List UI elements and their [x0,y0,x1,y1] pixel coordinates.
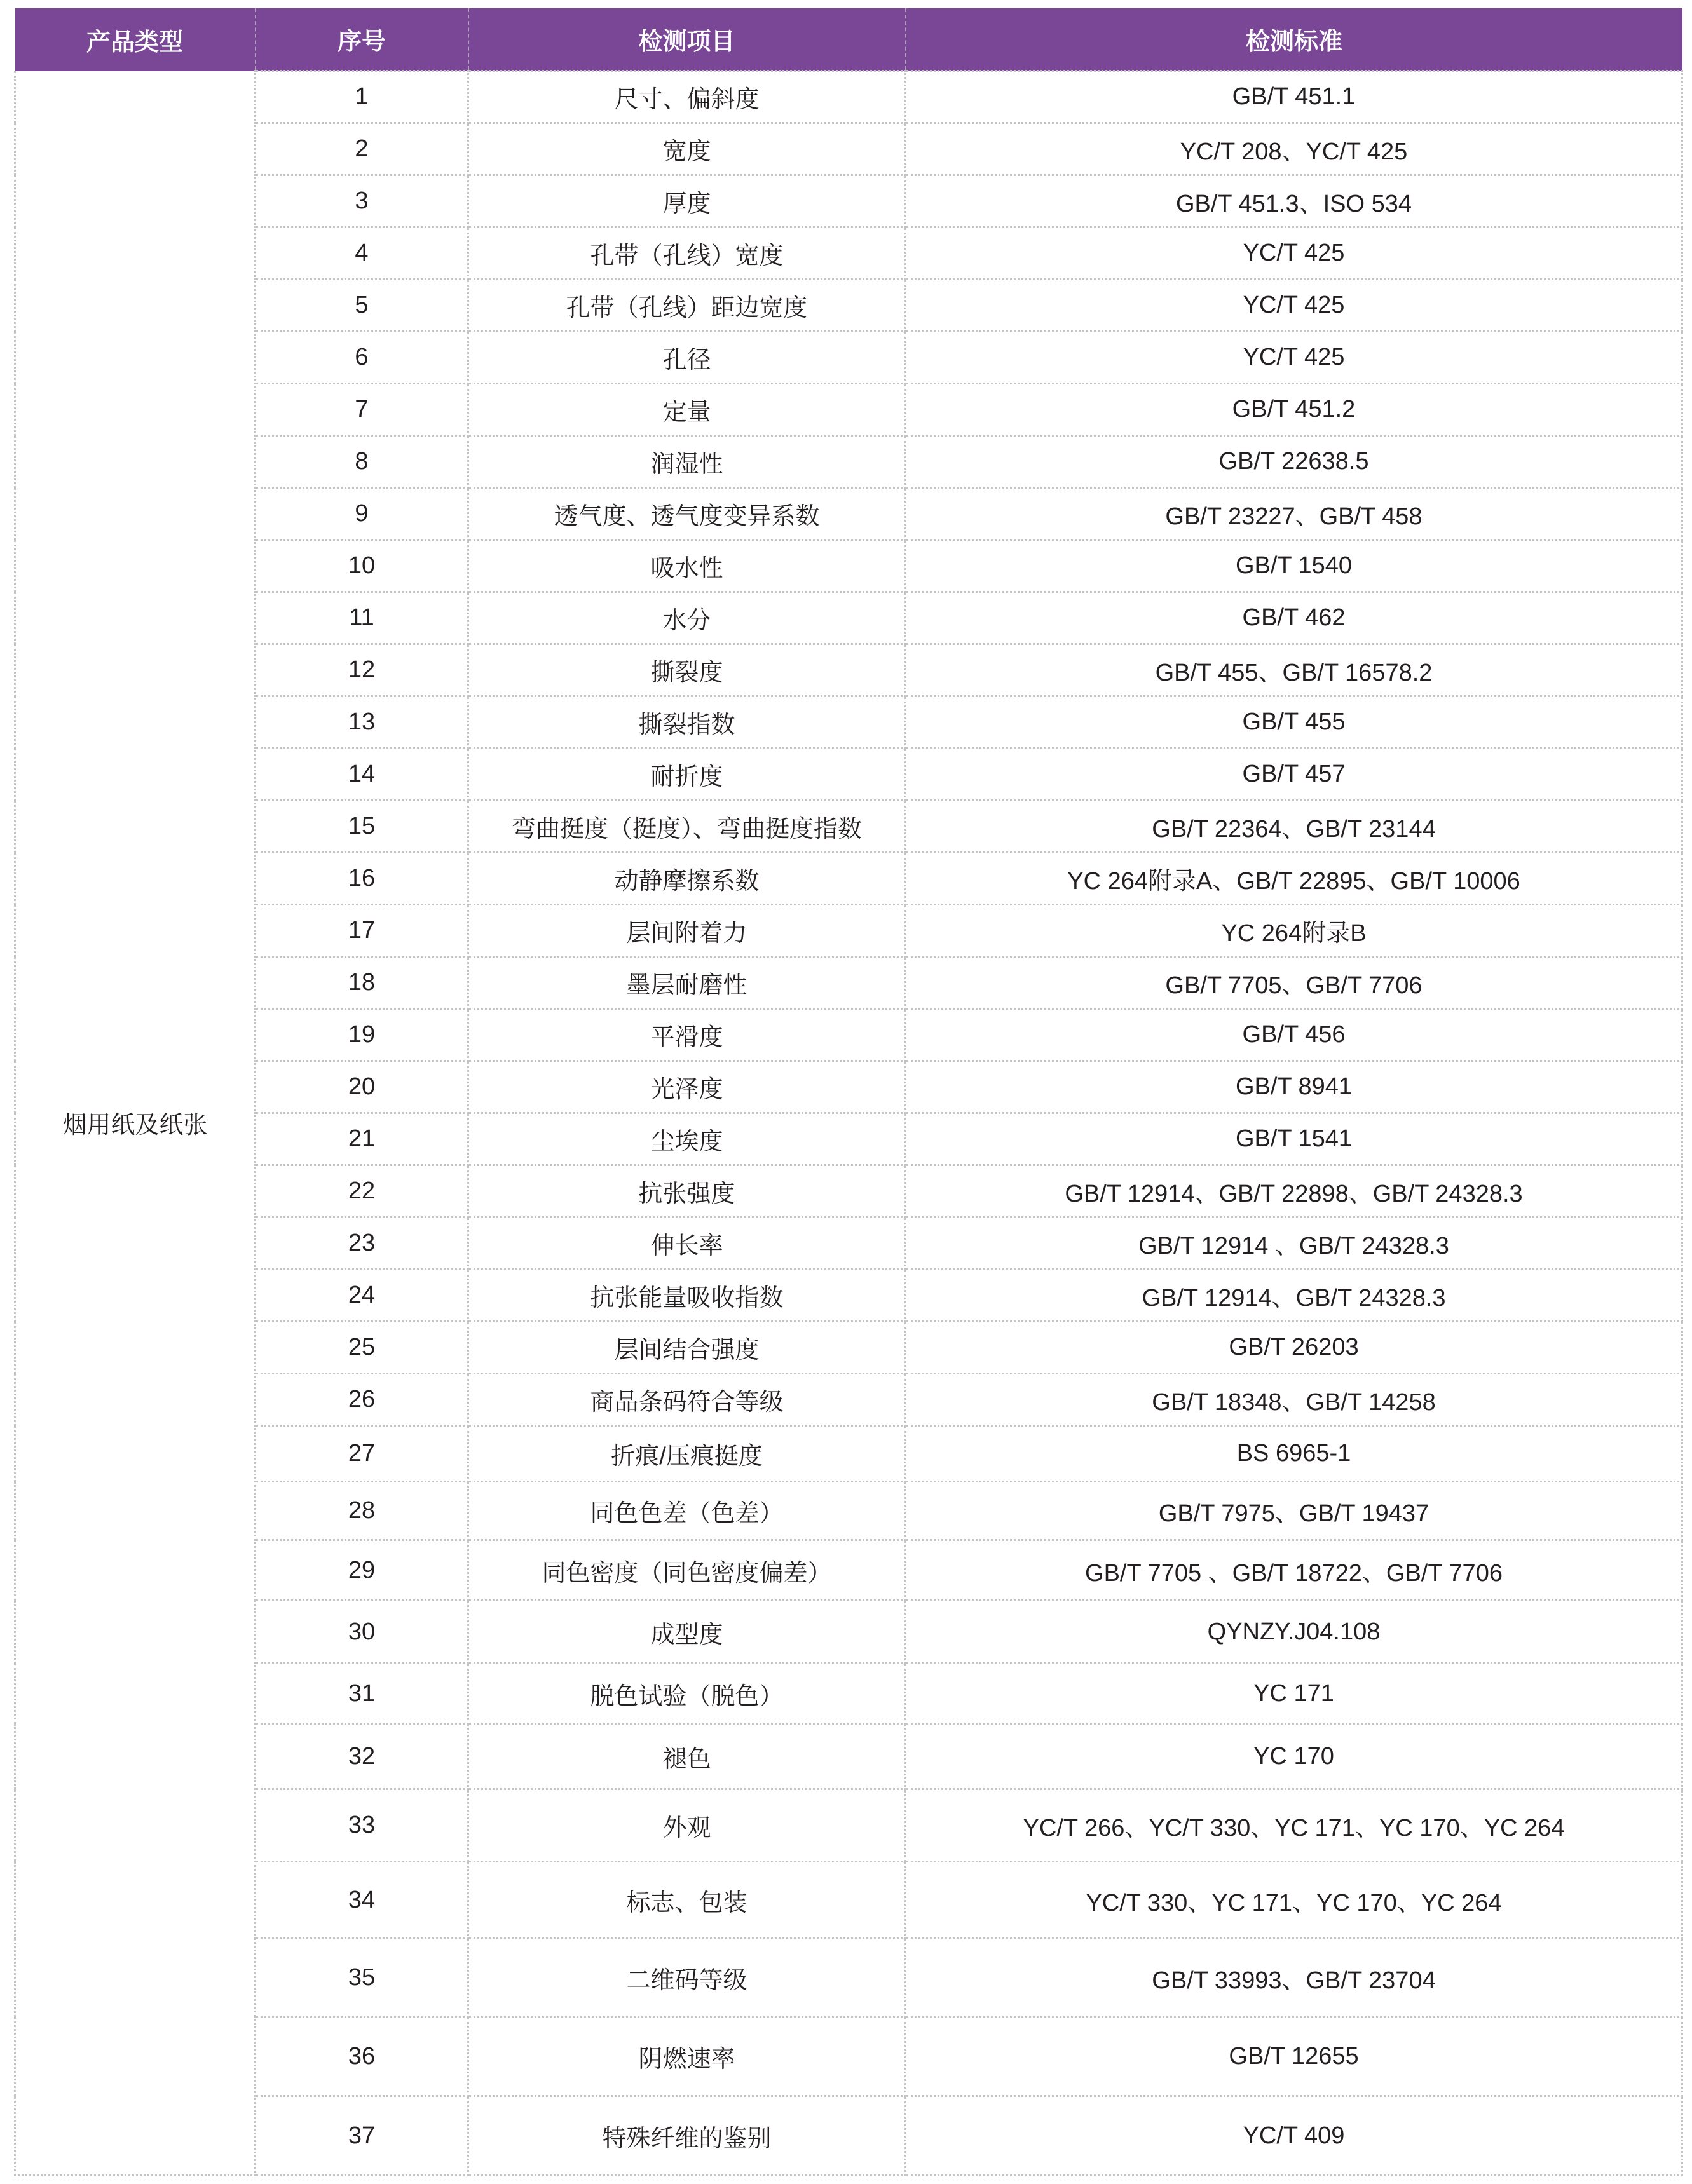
row-number-cell: 19 [256,1009,468,1061]
test-item-cell: 层间附着力 [468,905,906,957]
row-number-cell: 30 [256,1601,468,1664]
row-number-cell: 27 [256,1426,468,1482]
test-item-cell: 孔带（孔线）距边宽度 [468,280,906,332]
row-number-cell: 21 [256,1113,468,1165]
test-item-cell: 墨层耐磨性 [468,957,906,1009]
table-row [15,853,1682,905]
table-row [15,1664,1682,1724]
table-row [15,227,1682,280]
row-number-cell: 14 [256,749,468,801]
header-test-standard: 检测标准 [906,8,1682,71]
table-row [15,957,1682,1009]
test-item-cell: 厚度 [468,175,906,227]
test-item-cell: 层间结合强度 [468,1322,906,1374]
test-item-cell: 吸水性 [468,540,906,592]
table-row [15,1939,1682,2017]
row-number-cell: 26 [256,1374,468,1426]
test-item-cell: 平滑度 [468,1009,906,1061]
header-product-type: 产品类型 [15,8,256,71]
table-row [15,1862,1682,1939]
test-item-cell: 孔带（孔线）宽度 [468,227,906,280]
test-item-cell: 伸长率 [468,1217,906,1270]
row-number-cell: 31 [256,1664,468,1724]
test-item-cell: 折痕/压痕挺度 [468,1426,906,1482]
test-item-cell: 耐折度 [468,749,906,801]
test-standard-cell: GB/T 455 [906,696,1682,749]
row-number-cell: 23 [256,1217,468,1270]
test-standard-cell: GB/T 1541 [906,1113,1682,1165]
test-standard-cell: GB/T 22364、GB/T 23144 [906,801,1682,853]
test-standard-cell: GB/T 455、GB/T 16578.2 [906,644,1682,696]
test-item-cell: 尘埃度 [468,1113,906,1165]
table-row [15,71,1682,123]
test-standard-cell: GB/T 12914、GB/T 24328.3 [906,1270,1682,1322]
table-row [15,1322,1682,1374]
row-number-cell: 35 [256,1939,468,2017]
test-item-cell: 水分 [468,592,906,644]
test-item-cell: 褪色 [468,1724,906,1789]
test-standard-cell: GB/T 7975、GB/T 19437 [906,1482,1682,1540]
test-item-cell: 定量 [468,384,906,436]
test-standard-cell: YC 264附录B [906,905,1682,957]
test-item-cell: 抗张能量吸收指数 [468,1270,906,1322]
test-standard-cell: GB/T 451.2 [906,384,1682,436]
test-item-cell: 脱色试验（脱色） [468,1664,906,1724]
row-number-cell: 28 [256,1482,468,1540]
table-row [15,1374,1682,1426]
test-item-cell: 成型度 [468,1601,906,1664]
test-item-cell: 润湿性 [468,436,906,488]
test-item-cell: 特殊纤维的鉴别 [468,2096,906,2176]
test-standard-cell: GB/T 12914、GB/T 22898、GB/T 24328.3 [906,1165,1682,1217]
row-number-cell: 10 [256,540,468,592]
table-row [15,280,1682,332]
table-row [15,1789,1682,1862]
row-number-cell: 5 [256,280,468,332]
test-standard-cell: GB/T 23227、GB/T 458 [906,488,1682,540]
test-item-cell: 外观 [468,1789,906,1862]
row-number-cell: 4 [256,227,468,280]
row-number-cell: 2 [256,123,468,175]
test-standard-cell: GB/T 456 [906,1009,1682,1061]
table-header [15,8,1682,71]
test-standard-cell: YC 171 [906,1664,1682,1724]
table-row [15,749,1682,801]
table-row [15,1113,1682,1165]
test-item-cell: 商品条码符合等级 [468,1374,906,1426]
table-row [15,1061,1682,1113]
row-number-cell: 20 [256,1061,468,1113]
row-number-cell: 8 [256,436,468,488]
test-standard-cell: QYNZY.J04.108 [906,1601,1682,1664]
row-number-cell: 17 [256,905,468,957]
test-standard-cell: GB/T 451.3、ISO 534 [906,175,1682,227]
row-number-cell: 34 [256,1862,468,1939]
table-row [15,2096,1682,2176]
test-item-cell: 二维码等级 [468,1939,906,2017]
table-row [15,801,1682,853]
table-row [15,1165,1682,1217]
test-item-cell: 抗张强度 [468,1165,906,1217]
row-number-cell: 6 [256,332,468,384]
table-row [15,1009,1682,1061]
table-row [15,1540,1682,1601]
row-number-cell: 18 [256,957,468,1009]
table-row [15,644,1682,696]
table-row [15,1270,1682,1322]
test-standard-cell: GB/T 22638.5 [906,436,1682,488]
row-number-cell: 32 [256,1724,468,1789]
test-standard-cell: YC/T 266、YC/T 330、YC 171、YC 170、YC 264 [906,1789,1682,1862]
table-row [15,1482,1682,1540]
product-type-cell: 烟用纸及纸张 [15,71,256,2176]
table-row [15,488,1682,540]
test-item-cell: 撕裂指数 [468,696,906,749]
row-number-cell: 24 [256,1270,468,1322]
header-test-item: 检测项目 [468,8,906,71]
test-standard-cell: YC/T 330、YC 171、YC 170、YC 264 [906,1862,1682,1939]
table-row [15,332,1682,384]
table-row [15,2017,1682,2096]
row-number-cell: 13 [256,696,468,749]
test-standard-cell: YC/T 425 [906,280,1682,332]
row-number-cell: 7 [256,384,468,436]
table-row [15,696,1682,749]
table-row [15,123,1682,175]
test-standard-cell: GB/T 33993、GB/T 23704 [906,1939,1682,2017]
test-standard-cell: GB/T 7705 、GB/T 18722、GB/T 7706 [906,1540,1682,1601]
test-item-cell: 弯曲挺度（挺度）、弯曲挺度指数 [468,801,906,853]
test-standard-cell: YC 264附录A、GB/T 22895、GB/T 10006 [906,853,1682,905]
test-standard-cell: YC/T 208、YC/T 425 [906,123,1682,175]
test-item-cell: 标志、包装 [468,1862,906,1939]
test-standard-cell: GB/T 18348、GB/T 14258 [906,1374,1682,1426]
test-item-cell: 宽度 [468,123,906,175]
table-row [15,175,1682,227]
test-standard-cell: GB/T 462 [906,592,1682,644]
test-standard-cell: YC/T 425 [906,332,1682,384]
test-standard-cell: GB/T 8941 [906,1061,1682,1113]
row-number-cell: 25 [256,1322,468,1374]
test-standard-cell: GB/T 1540 [906,540,1682,592]
table-row [15,436,1682,488]
row-number-cell: 16 [256,853,468,905]
table-row [15,1217,1682,1270]
row-number-cell: 12 [256,644,468,696]
row-number-cell: 15 [256,801,468,853]
row-number-cell: 22 [256,1165,468,1217]
test-item-cell: 撕裂度 [468,644,906,696]
test-standard-cell: GB/T 26203 [906,1322,1682,1374]
table-row [15,540,1682,592]
row-number-cell: 11 [256,592,468,644]
test-item-cell: 孔径 [468,332,906,384]
test-item-cell: 同色色差（色差） [468,1482,906,1540]
test-item-cell: 动静摩擦系数 [468,853,906,905]
test-item-cell: 同色密度（同色密度偏差） [468,1540,906,1601]
table-row [15,384,1682,436]
test-standard-cell: YC/T 425 [906,227,1682,280]
test-item-cell: 透气度、透气度变异系数 [468,488,906,540]
row-number-cell: 36 [256,2017,468,2096]
test-standard-cell: GB/T 12655 [906,2017,1682,2096]
test-standard-cell: YC 170 [906,1724,1682,1789]
test-item-cell: 尺寸、偏斜度 [468,71,906,123]
test-standard-cell: BS 6965-1 [906,1426,1682,1482]
table-row [15,1724,1682,1789]
test-item-cell: 光泽度 [468,1061,906,1113]
test-standard-cell: GB/T 457 [906,749,1682,801]
test-standard-cell: GB/T 7705、GB/T 7706 [906,957,1682,1009]
table-row [15,905,1682,957]
table-body [15,71,1682,2176]
row-number-cell: 3 [256,175,468,227]
table-row [15,1426,1682,1482]
header-number: 序号 [256,8,468,71]
row-number-cell: 9 [256,488,468,540]
test-standard-cell: YC/T 409 [906,2096,1682,2176]
table-row [15,1601,1682,1664]
row-number-cell: 1 [256,71,468,123]
table-row [15,592,1682,644]
row-number-cell: 33 [256,1789,468,1862]
test-standard-cell: GB/T 451.1 [906,71,1682,123]
test-standard-cell: GB/T 12914 、GB/T 24328.3 [906,1217,1682,1270]
row-number-cell: 37 [256,2096,468,2176]
row-number-cell: 29 [256,1540,468,1601]
test-standards-table [14,8,1683,2176]
test-item-cell: 阴燃速率 [468,2017,906,2096]
